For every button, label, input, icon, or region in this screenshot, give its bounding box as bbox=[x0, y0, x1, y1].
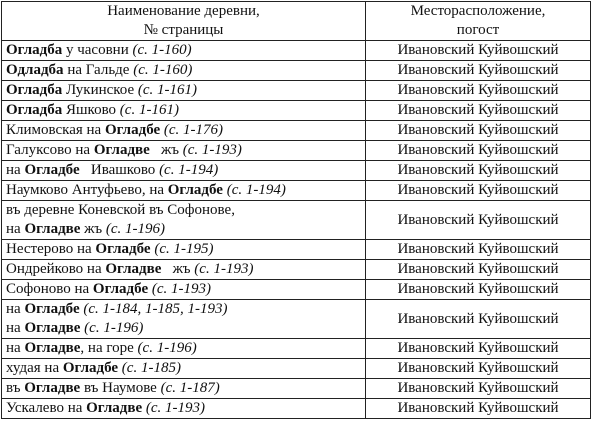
table-row bbox=[2, 300, 591, 339]
village-name-line bbox=[6, 300, 361, 319]
table-row bbox=[2, 61, 591, 81]
page-reference: (с. 1-194) bbox=[226, 182, 286, 198]
page-reference: (с. 1-196) bbox=[137, 340, 197, 356]
village-name-cell bbox=[2, 121, 366, 141]
table-header bbox=[2, 2, 591, 41]
village-name-line bbox=[6, 181, 361, 200]
village-name-cell bbox=[2, 300, 366, 339]
village-text: Наумково Антуфьево, на bbox=[6, 182, 168, 198]
location-cell: Ивановский Куйвошский bbox=[366, 41, 591, 61]
village-name-line bbox=[6, 220, 361, 239]
village-text: Ондрейково на bbox=[6, 261, 106, 277]
location-cell: Ивановский Куйвошский bbox=[366, 240, 591, 260]
village-text: жъ bbox=[161, 261, 195, 277]
village-name-cell bbox=[2, 41, 366, 61]
header-location bbox=[366, 2, 591, 41]
village-text: на bbox=[6, 320, 25, 336]
village-name-line bbox=[6, 280, 361, 299]
village-name-cell bbox=[2, 61, 366, 81]
river-name: Огладве bbox=[93, 142, 150, 158]
header-col1-line2: № страницы bbox=[143, 22, 224, 38]
village-text: худая на bbox=[6, 360, 63, 376]
village-name-cell bbox=[2, 399, 366, 419]
page-reference: (с. 1-161) bbox=[119, 102, 179, 118]
village-text: Галуксово на bbox=[6, 142, 94, 158]
page-reference: (с. 1-185) bbox=[121, 360, 181, 376]
river-name: Огладбе bbox=[104, 122, 161, 138]
location-cell: Ивановский Куйвошский bbox=[366, 121, 591, 141]
village-name-line bbox=[6, 121, 361, 140]
table-row bbox=[2, 41, 591, 61]
village-text: на bbox=[6, 162, 25, 178]
village-text: жъ bbox=[149, 142, 183, 158]
village-text: Лукинское bbox=[62, 82, 138, 98]
village-name-line bbox=[6, 339, 361, 358]
table-row bbox=[2, 240, 591, 260]
page-reference: (с. 1-187) bbox=[160, 380, 220, 396]
village-text: на bbox=[6, 221, 25, 237]
river-name: Огладве bbox=[24, 380, 81, 396]
village-name-cell bbox=[2, 339, 366, 359]
header-col2-line1: Месторасположение, bbox=[410, 3, 546, 19]
page-reference: (с. 1-176) bbox=[163, 122, 224, 138]
river-name: Огладба bbox=[6, 42, 63, 58]
table-row bbox=[2, 161, 591, 181]
village-name-cell bbox=[2, 201, 366, 240]
header-col2-line2: погост bbox=[456, 22, 500, 38]
village-name-line bbox=[6, 201, 361, 220]
river-name: Огладве bbox=[105, 261, 162, 277]
river-name: Огладве bbox=[86, 400, 143, 416]
location-cell: Ивановский Куйвошский bbox=[366, 339, 591, 359]
village-name-line bbox=[6, 81, 361, 100]
location-cell: Ивановский Куйвошский bbox=[366, 260, 591, 280]
page-reference: (с. 1-195) bbox=[154, 241, 214, 257]
village-text: Нестерово на bbox=[6, 241, 96, 257]
table-row bbox=[2, 280, 591, 300]
page-reference: (с. 1-193) bbox=[182, 142, 242, 158]
river-name: Огладбе bbox=[95, 241, 151, 257]
village-text: Ивашково bbox=[79, 162, 160, 178]
village-name-cell bbox=[2, 101, 366, 121]
location-cell: Ивановский Куйвошский bbox=[366, 280, 591, 300]
table-row bbox=[2, 379, 591, 399]
village-text: Ускалево на bbox=[6, 400, 87, 416]
page-reference: (с. 1-194) bbox=[159, 162, 219, 178]
table-row bbox=[2, 81, 591, 101]
village-name-line bbox=[6, 61, 361, 80]
table-row bbox=[2, 181, 591, 201]
village-name-line bbox=[6, 319, 361, 338]
village-name-cell bbox=[2, 181, 366, 201]
page-reference: (с. 1-196) bbox=[105, 221, 166, 237]
village-text: Климовская на bbox=[6, 122, 105, 138]
table-row bbox=[2, 359, 591, 379]
river-name: Огладбе bbox=[92, 281, 149, 297]
village-name-cell bbox=[2, 280, 366, 300]
location-cell: Ивановский Куйвошский bbox=[366, 201, 591, 240]
page-reference: (с. 1-160) bbox=[133, 62, 193, 78]
page-reference: (с. 1-193) bbox=[151, 281, 212, 297]
village-text: въ bbox=[6, 380, 25, 396]
table-row bbox=[2, 201, 591, 240]
village-text: въ деревне Коневской въ Софонове, bbox=[6, 202, 235, 218]
village-name-cell bbox=[2, 141, 366, 161]
location-cell: Ивановский Куйвошский bbox=[366, 61, 591, 81]
village-text: Софоново на bbox=[6, 281, 93, 297]
village-text: на bbox=[6, 340, 25, 356]
table-row bbox=[2, 121, 591, 141]
river-name: Огладве bbox=[24, 340, 81, 356]
village-name-line bbox=[6, 359, 361, 378]
table-body bbox=[2, 41, 591, 419]
village-name-cell bbox=[2, 379, 366, 399]
village-text: въ Наумове bbox=[80, 380, 161, 396]
header-row bbox=[2, 2, 591, 41]
location-cell: Ивановский Куйвошский bbox=[366, 101, 591, 121]
village-name-line bbox=[6, 41, 361, 60]
header-col1-line1: Наименование деревни, bbox=[107, 3, 260, 19]
page-reference: (с. 1-193) bbox=[145, 400, 206, 416]
river-name: Огладбе bbox=[167, 182, 223, 198]
village-name-cell bbox=[2, 240, 366, 260]
village-name-line bbox=[6, 240, 361, 259]
village-text: у часовни bbox=[62, 42, 133, 58]
village-name-cell bbox=[2, 260, 366, 280]
village-name-line bbox=[6, 260, 361, 279]
location-cell: Ивановский Куйвошский bbox=[366, 359, 591, 379]
page-reference: (с. 1-193) bbox=[194, 261, 254, 277]
page-reference: (с. 1-184, 1-185, 1-193) bbox=[83, 301, 228, 317]
location-cell: Ивановский Куйвошский bbox=[366, 399, 591, 419]
location-cell: Ивановский Куйвошский bbox=[366, 141, 591, 161]
village-text: Яшково bbox=[62, 102, 120, 118]
page-reference: (с. 1-161) bbox=[137, 82, 198, 98]
location-cell: Ивановский Куйвошский bbox=[366, 300, 591, 339]
location-cell: Ивановский Куйвошский bbox=[366, 181, 591, 201]
village-name-line bbox=[6, 379, 361, 398]
village-text: жъ bbox=[80, 221, 106, 237]
village-name-line bbox=[6, 141, 361, 160]
village-text: на bbox=[6, 301, 25, 317]
villages-table bbox=[1, 1, 591, 419]
river-name: Огладбе bbox=[62, 360, 119, 376]
river-name: Огладбе bbox=[24, 162, 80, 178]
location-cell: Ивановский Куйвошский bbox=[366, 81, 591, 101]
village-name-cell bbox=[2, 81, 366, 101]
village-text: на Гальде bbox=[63, 62, 134, 78]
location-cell: Ивановский Куйвошский bbox=[366, 161, 591, 181]
page-reference: (с. 1-196) bbox=[84, 320, 144, 336]
river-name: Одладба bbox=[6, 62, 64, 78]
header-village-name bbox=[2, 2, 366, 41]
table-row bbox=[2, 101, 591, 121]
river-name: Огладба bbox=[6, 82, 63, 98]
table-row bbox=[2, 399, 591, 419]
village-name-cell bbox=[2, 359, 366, 379]
river-name: Огладба bbox=[6, 102, 63, 118]
river-name: Огладве bbox=[24, 221, 81, 237]
page-reference: (с. 1-160) bbox=[132, 42, 192, 58]
table-row bbox=[2, 260, 591, 280]
village-name-line bbox=[6, 399, 361, 418]
river-name: Огладбе bbox=[24, 301, 80, 317]
village-name-line bbox=[6, 101, 361, 120]
village-name-line bbox=[6, 161, 361, 180]
location-cell: Ивановский Куйвошский bbox=[366, 379, 591, 399]
table-row bbox=[2, 141, 591, 161]
table-row bbox=[2, 339, 591, 359]
river-name: Огладве bbox=[24, 320, 81, 336]
village-text: , на горе bbox=[80, 340, 138, 356]
village-name-cell bbox=[2, 161, 366, 181]
